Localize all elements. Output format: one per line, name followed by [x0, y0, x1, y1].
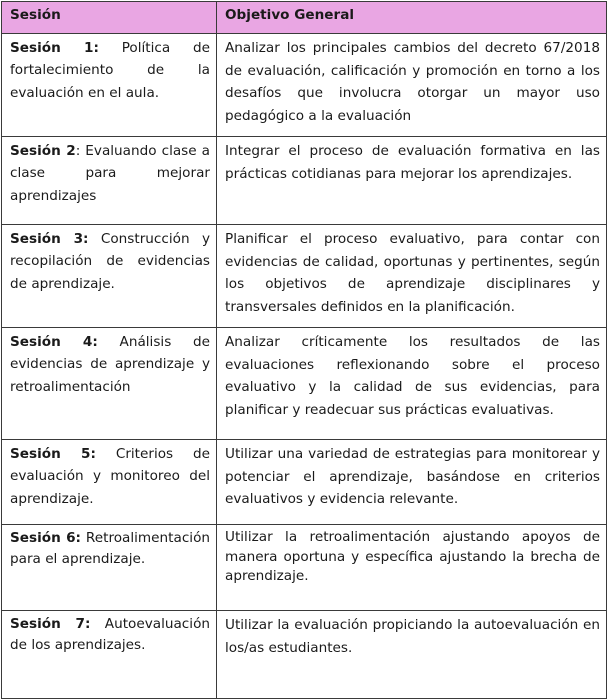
- table-row: [2, 34, 607, 137]
- table-row: [2, 225, 607, 328]
- session-label: Sesión 7:: [10, 616, 91, 632]
- session-label: Sesión 3:: [10, 231, 89, 247]
- session-cell: [2, 225, 217, 328]
- session-title: Construcción y recopilación de evidencias de aprendizaje.: [10, 231, 211, 292]
- objective-cell: Utilizar la retroalimentación ajustando apoyos de manera oportuna y específica ajustando la brecha de aprendizaje.: [217, 525, 607, 611]
- session-label: Sesión 4:: [10, 334, 98, 350]
- session-cell: [2, 137, 217, 225]
- table-row: [2, 525, 607, 611]
- session-cell: [2, 611, 217, 699]
- objective-cell: Integrar el proceso de evaluación formativa en las prácticas cotidianas para mejorar los aprendizajes.: [217, 137, 607, 225]
- objective-cell: Planificar el proceso evaluativo, para contar con evidencias de calidad, oportunas y pertinentes, según los objetivos de aprendizaje disciplinares y transversales definidos en la planificación.: [217, 225, 607, 328]
- session-title: Autoevaluación de los aprendizajes.: [10, 616, 210, 653]
- session-cell: [2, 328, 217, 440]
- session-title: Retroalimentación para el aprendizaje.: [10, 530, 210, 567]
- sessions-table: [1, 1, 607, 699]
- session-label: Sesión 2: [10, 143, 76, 159]
- table-header-row: [2, 2, 607, 34]
- session-title: Análisis de evidencias de aprendizaje y retroalimentación: [10, 334, 210, 395]
- header-objective: Objetivo General: [217, 2, 607, 34]
- session-label: Sesión 6:: [10, 530, 81, 546]
- session-label: Sesión 1:: [10, 40, 99, 56]
- table-row: [2, 611, 607, 699]
- session-title: : Evaluando clase a clase para mejorar aprendizajes: [10, 143, 210, 204]
- session-title: Política de fortalecimiento de la evaluación en el aula.: [10, 40, 210, 101]
- session-cell: [2, 440, 217, 525]
- session-label: Sesión 5:: [10, 446, 96, 462]
- objective-cell: Utilizar la evaluación propiciando la autoevaluación en los/as estudiantes.: [217, 611, 607, 699]
- table-row: [2, 328, 607, 440]
- header-session: Sesión: [2, 2, 217, 34]
- table-row: [2, 440, 607, 525]
- objective-cell: Utilizar una variedad de estrategias para monitorear y potenciar el aprendizaje, basándose en criterios evaluativos y evidencia relevante.: [217, 440, 607, 525]
- table-row: [2, 137, 607, 225]
- session-title: Criterios de evaluación y monitoreo del aprendizaje.: [10, 446, 210, 507]
- objective-cell: Analizar críticamente los resultados de las evaluaciones reflexionando sobre el proceso evaluativo y la calidad de sus evidencias, para planificar y readecuar sus prácticas evaluativas.: [217, 328, 607, 440]
- session-cell: [2, 525, 217, 611]
- session-cell: [2, 34, 217, 137]
- objective-cell: Analizar los principales cambios del decreto 67/2018 de evaluación, calificación y promoción en torno a los desafíos que involucra otorgar un mayor uso pedagógico a la evaluación: [217, 34, 607, 137]
